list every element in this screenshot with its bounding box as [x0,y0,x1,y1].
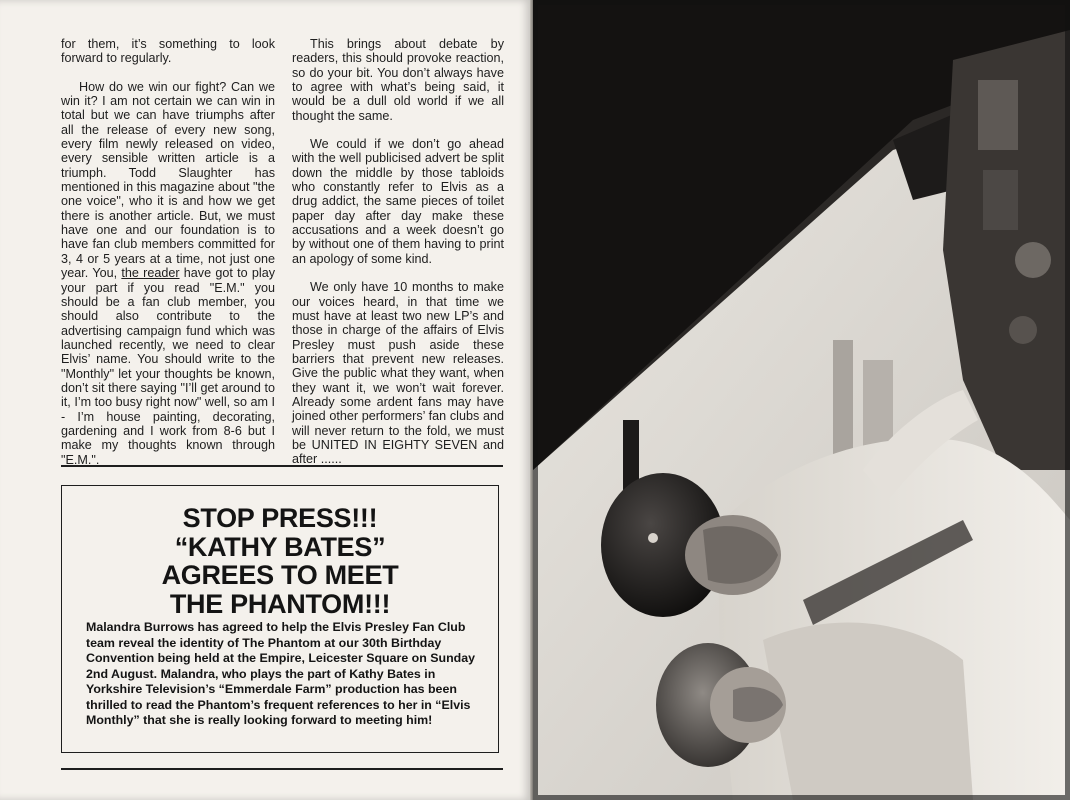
flight-suit-shadow [763,623,973,800]
text-run: have got to play your part if you read "E.M." you should be a fan club member, you should also contribute to the advertising campaign fund which was launched recently, we need to clear Elvis’ name. You should write to the "Monthly" let your thoughts be known, don’t sit there saying "I’ll get around to it, I’m too busy right now" well, so am I - I’m house painting, decorating, gardening and I work from 8-6 but I make my thoughts known through "E.M.". [61,266,275,467]
headline-line: “KATHY BATES” [174,531,386,562]
paragraph: We only have 10 months to make our voices heard, in that time we must have at least two new LP’s and those in charge of the affairs of Elvis Presley must push aside these barriers that prevent new releases. Give the public what they want, when they want it, we won’t wait forever. Already some ardent fans may have joined other performers’ fan clubs and will never return to the fold, we must be UNITED IN EIGHTY SEVEN and after ...... [292,280,504,467]
helmet-badge [648,533,658,543]
article-column-left [61,37,275,467]
photo-helmeted-figures-icon [533,0,1070,800]
underlined-text: the reader [121,266,180,281]
instrument [978,80,1018,150]
divider-rule [61,465,503,467]
divider-rule [61,768,503,770]
photo-page [533,0,1070,800]
dial [1009,316,1037,344]
instrument [983,170,1018,230]
paragraph: This brings about debate by readers, this should provoke reaction, so do your bit. You don’t always have to agree with what’s being said, it would be a dull old world if we all thought the same. [292,37,504,123]
text-run: How do we win our fight? Can we win it? I am not certain we can win in total but we can have triumphs after all the release of every new song, every film newly released on video, every sensible written article is a triumph. Todd Slaughter has mentioned in this magazine about "the one voice", who it is and how we get there is another article. But, we must have one and our foundation is to have fan club members committed for 3, 4 or 5 years at a time, not just one year. You, [61,79,275,281]
stop-press-body: Malandra Burrows has agreed to help the Elvis Presley Fan Club team reveal the identity of The Phantom at our 30th Birthday Convention being held at the Empire, Leicester Square on Sunday 2nd August. Malandra, who plays the part of Kathy Bates in Yorkshire Television’s “Emmerdale Farm” production has been thrilled to read the Phantom’s frequent references to her in “Elvis Monthly” that she is really looking forward to meeting him! [86,620,475,727]
paragraph: We could if we don’t go ahead with the well publicised advert be split down the middle by those tabloids who constantly refer to Elvis as a drug addict, the same pieces of toilet paper day after day make these accusations and a week doesn’t go by without one of them having to print an apology of some kind. [292,137,504,266]
headline-line: AGREES TO MEET [161,560,399,590]
article-column-right [292,37,504,467]
dial [1015,242,1051,278]
stop-press-box [61,485,499,753]
paragraph: for them, it’s something to look forward to regularly. [61,37,275,66]
paragraph [61,80,275,467]
headline-line: THE PHANTOM!!! [169,588,391,619]
headline-line: STOP PRESS!!! [182,503,378,533]
left-page [0,0,532,800]
stop-press-headline [62,504,498,618]
